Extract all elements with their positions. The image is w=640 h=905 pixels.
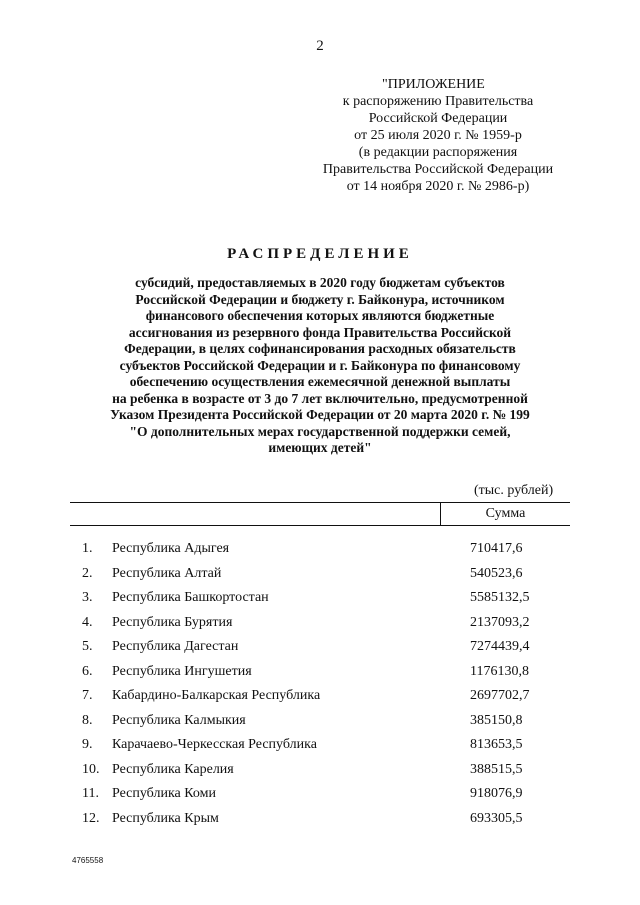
subtitle-line: субъектов Российской Федерации и г. Байконура по финансовому <box>119 357 521 373</box>
subsidy-amount: 2697702,7 <box>470 688 530 703</box>
subtitle-line: финансового обеспечения которых являются бюджетные <box>145 308 495 323</box>
appendix-line: (в редакции распоряжения <box>358 145 518 160</box>
appendix-header <box>300 76 576 195</box>
row-number: 2. <box>82 565 93 581</box>
subtitle-line: субсидий, предоставляемых в 2020 году бюджетам субъектов <box>135 275 505 290</box>
document-subtitle <box>70 275 570 457</box>
region-name: Республика Калмыкия <box>112 712 246 728</box>
row-number: 12. <box>82 810 100 826</box>
subtitle-line: Федерации, в целях софинансирования расходных обязательств <box>124 341 516 356</box>
subsidy-amount: 7274439,4 <box>470 639 530 654</box>
subtitle-line: Российской Федерации и бюджету г. Байконура, источником <box>135 291 505 307</box>
row-number: 5. <box>82 639 93 654</box>
row-number: 3. <box>82 590 93 605</box>
document-title: РАСПРЕДЕЛЕНИЕ <box>227 246 413 262</box>
subtitle-line: на ребенка в возрасте от 3 до 7 лет включительно, предусмотренной <box>112 390 528 406</box>
subsidy-amount: 918076,9 <box>470 786 523 801</box>
region-name: Республика Дагестан <box>112 639 239 654</box>
region-name: Карачаево-Черкесская Республика <box>112 737 317 752</box>
table-row <box>0 783 640 808</box>
table-row <box>0 685 640 710</box>
subsidy-amount: 540523,6 <box>470 565 523 581</box>
row-number: 4. <box>82 614 93 630</box>
subsidy-amount: 710417,6 <box>470 541 523 556</box>
subsidy-amount: 5585132,5 <box>470 590 530 605</box>
table-row <box>0 808 640 833</box>
appendix-line: Российской Федерации <box>368 111 508 126</box>
region-name: Республика Алтай <box>112 565 222 581</box>
region-name: Республика Карелия <box>112 761 234 777</box>
table-row <box>0 636 640 661</box>
document-code: 4765558 <box>72 856 104 865</box>
row-number: 8. <box>82 712 93 728</box>
region-name: Республика Бурятия <box>112 614 233 630</box>
sum-column-header: Сумма <box>485 506 526 521</box>
appendix-line: "ПРИЛОЖЕНИЕ <box>382 77 485 92</box>
region-name: Республика Башкортостан <box>112 590 269 605</box>
row-number: 6. <box>82 663 93 679</box>
row-number: 10. <box>82 761 100 777</box>
appendix-line: от 25 июля 2020 г. № 1959-р <box>354 128 522 143</box>
table-row <box>0 538 640 563</box>
region-name: Республика Адыгея <box>112 541 230 556</box>
subsidy-amount: 385150,8 <box>470 712 523 728</box>
page-number: 2 <box>316 38 324 54</box>
subtitle-line: имеющих детей" <box>268 440 372 455</box>
region-name: Кабардино-Балкарская Республика <box>112 688 321 703</box>
subtitle-line: Указом Президента Российской Федерации от 20 марта 2020 г. № 199 <box>110 407 530 422</box>
subsidy-amount: 388515,5 <box>470 761 523 777</box>
subsidy-amount: 1176130,8 <box>470 663 529 679</box>
unit-note: (тыс. рублей) <box>474 483 554 498</box>
row-number: 9. <box>82 737 93 752</box>
subsidy-table <box>0 538 640 832</box>
row-number: 11. <box>82 786 99 801</box>
table-row <box>0 759 640 784</box>
subsidy-amount: 693305,5 <box>470 810 523 826</box>
table-row <box>0 710 640 735</box>
table-row <box>0 734 640 759</box>
subsidy-amount: 2137093,2 <box>470 614 530 630</box>
table-row <box>0 661 640 686</box>
table-row <box>0 612 640 637</box>
region-name: Республика Крым <box>112 810 219 826</box>
appendix-line: Правительства Российской Федерации <box>322 162 554 177</box>
table-row <box>0 563 640 588</box>
region-name: Республика Коми <box>112 786 216 801</box>
subsidy-amount: 813653,5 <box>470 737 523 752</box>
region-name: Республика Ингушетия <box>112 663 252 679</box>
subtitle-line: "О дополнительных мерах государственной поддержки семей, <box>129 423 511 439</box>
appendix-line: от 14 ноября 2020 г. № 2986-р) <box>346 179 530 194</box>
subtitle-line: ассигнования из резервного фонда Правительства Российской <box>128 324 512 340</box>
row-number: 7. <box>82 688 93 703</box>
appendix-line: к распоряжению Правительства <box>342 94 534 109</box>
table-header <box>70 502 570 526</box>
table-row <box>0 587 640 612</box>
subtitle-line: обеспечению осуществления ежемесячной денежной выплаты <box>129 374 511 389</box>
row-number: 1. <box>82 541 93 556</box>
